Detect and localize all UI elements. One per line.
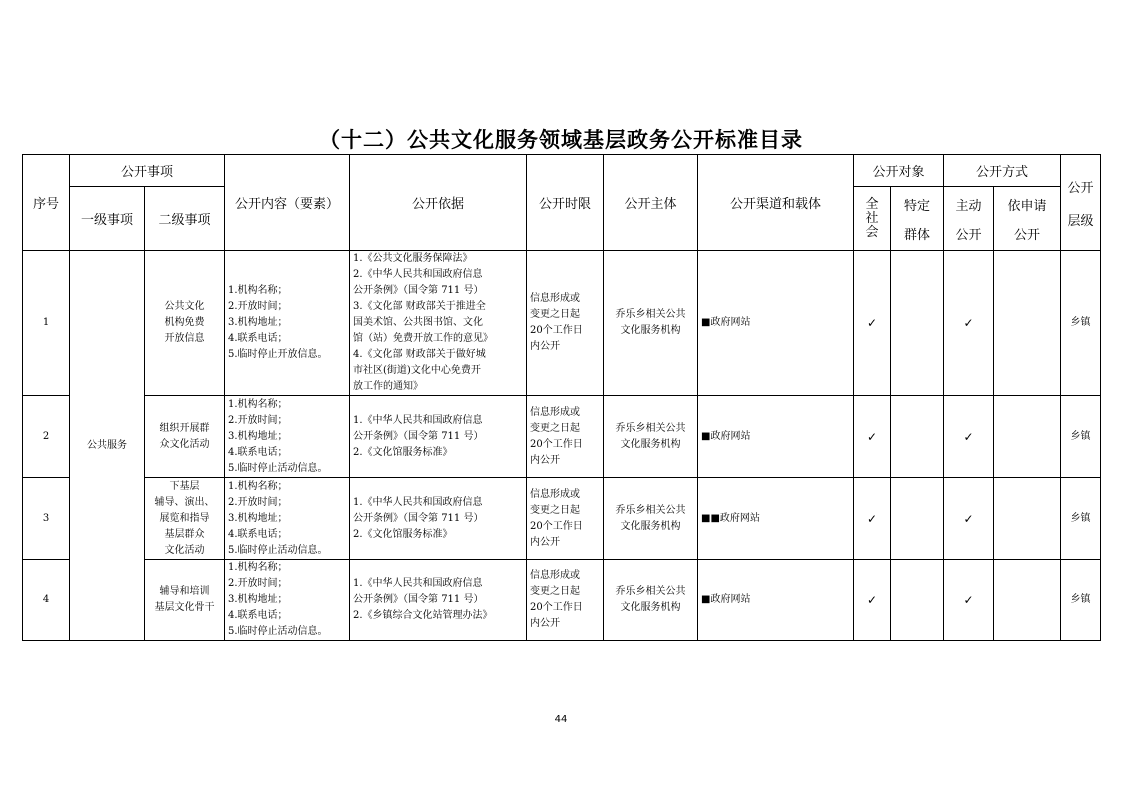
row-content-line: 4.联系电话； bbox=[228, 446, 288, 458]
row-method-active-check: ✓ bbox=[944, 396, 994, 478]
table-row bbox=[23, 251, 1101, 396]
row-time bbox=[527, 396, 604, 478]
row-item bbox=[145, 251, 225, 396]
row-method-active-check: ✓ bbox=[944, 478, 994, 560]
row-subject-line: 文化服务机构 bbox=[620, 325, 681, 336]
row-audience-all-check: ✓ bbox=[854, 396, 891, 478]
header-seq: 序号 bbox=[23, 155, 70, 251]
row-content-line: 4.联系电话； bbox=[228, 333, 288, 344]
row-time-line: 20个工作日 bbox=[530, 325, 583, 336]
row-audience-specific bbox=[891, 251, 944, 396]
row-item-line: 机构免费 bbox=[164, 317, 205, 328]
header-subject: 公开主体 bbox=[604, 155, 698, 251]
row-content-line: 1.机构名称； bbox=[228, 562, 288, 573]
row-subject-line: 文化服务机构 bbox=[620, 438, 681, 450]
row-basis-line: 1.《中华人民共和国政府信息 bbox=[353, 496, 483, 508]
header-level-line: 公开 bbox=[1067, 180, 1094, 196]
row-content bbox=[225, 560, 350, 641]
row-level: 乡镇 bbox=[1061, 396, 1101, 478]
row-subject-line: 文化服务机构 bbox=[620, 602, 681, 613]
row-basis-line: 市社区(街道)文化中心免费开 bbox=[353, 365, 481, 376]
row-subject bbox=[604, 478, 698, 560]
row-seq: 1 bbox=[23, 251, 70, 396]
row-item-line: 辅导、演出、 bbox=[154, 496, 215, 508]
header-level bbox=[1061, 155, 1101, 251]
header-audience-all-char: 社 bbox=[865, 210, 879, 226]
row-seq: 4 bbox=[23, 560, 70, 641]
row-subject-line: 乔乐乡相关公共 bbox=[615, 504, 686, 516]
row-time-line: 变更之日起 bbox=[530, 504, 581, 516]
row-channel: ■■政府网站 bbox=[698, 478, 854, 560]
row-audience-specific bbox=[891, 396, 944, 478]
row-subject bbox=[604, 251, 698, 396]
row-time-line: 变更之日起 bbox=[530, 586, 581, 597]
row-method-request bbox=[994, 251, 1061, 396]
row-seq: 2 bbox=[23, 396, 70, 478]
row-time-line: 信息形成或 bbox=[530, 570, 581, 581]
row-content-line: 2.开放时间； bbox=[228, 301, 288, 312]
row-content bbox=[225, 251, 350, 396]
header-audience-specific-line: 群体 bbox=[904, 227, 931, 243]
row-time-line: 内公开 bbox=[530, 618, 561, 629]
row-audience-specific bbox=[891, 560, 944, 641]
header-channel: 公开渠道和载体 bbox=[698, 155, 854, 251]
header-audience-group: 公开对象 bbox=[854, 155, 944, 187]
row-time-line: 内公开 bbox=[530, 454, 561, 466]
row-level: 乡镇 bbox=[1061, 560, 1101, 641]
header-audience-specific-line: 特定 bbox=[904, 198, 931, 214]
row-subject-line: 乔乐乡相关公共 bbox=[615, 586, 686, 597]
row-subject bbox=[604, 396, 698, 478]
row-basis-line: 3.《文化部 财政部关于推进全 bbox=[353, 301, 486, 312]
row-basis-line: 公开条例》（国令第 711 号） bbox=[353, 430, 484, 442]
header-basis: 公开依据 bbox=[350, 155, 527, 251]
table-row bbox=[23, 396, 1101, 478]
header-level1: 一级事项 bbox=[70, 187, 145, 251]
row-time-line: 信息形成或 bbox=[530, 488, 581, 500]
row-basis-line: 1.《中华人民共和国政府信息 bbox=[353, 414, 483, 426]
row-basis-line: 2.《中华人民共和国政府信息 bbox=[353, 269, 483, 280]
header-method-request-line: 公开 bbox=[1014, 227, 1041, 243]
row-channel: ■政府网站 bbox=[698, 396, 854, 478]
header-level2: 二级事项 bbox=[145, 187, 225, 251]
row-content-line: 3.机构地址； bbox=[228, 594, 288, 605]
row-method-request bbox=[994, 396, 1061, 478]
row-time-line: 20个工作日 bbox=[530, 602, 583, 613]
row-time bbox=[527, 251, 604, 396]
row-content-line: 1.机构名称； bbox=[228, 285, 288, 296]
row-basis bbox=[350, 478, 527, 560]
header-method-group: 公开方式 bbox=[944, 155, 1061, 187]
row-item-line: 开放信息 bbox=[164, 333, 205, 344]
row-item-line: 辅导和培训 bbox=[159, 586, 210, 597]
page-title: （十二）公共文化服务领域基层政务公开标准目录 bbox=[319, 127, 803, 152]
header-audience-all-char: 会 bbox=[865, 224, 879, 240]
row-time-line: 内公开 bbox=[530, 341, 561, 352]
header-time-limit: 公开时限 bbox=[527, 155, 604, 251]
disclosure-table bbox=[22, 154, 1101, 641]
row-item-line: 文化活动 bbox=[164, 544, 205, 556]
row-content-line: 5.临时停止活动信息。 bbox=[228, 626, 328, 637]
row-audience-specific bbox=[891, 478, 944, 560]
row-item-line: 下基层 bbox=[169, 480, 200, 492]
row-basis-line: 国美术馆、公共图书馆、文化 bbox=[353, 317, 484, 328]
row-content-line: 2.开放时间； bbox=[228, 496, 288, 508]
row-basis-line: 公开条例》（国令第 711 号） bbox=[353, 285, 484, 296]
row-basis bbox=[350, 396, 527, 478]
row-basis-line: 2.《文化馆服务标准》 bbox=[353, 446, 453, 458]
row-audience-all-check: ✓ bbox=[854, 251, 891, 396]
row-time bbox=[527, 478, 604, 560]
header-content: 公开内容（要素） bbox=[225, 155, 350, 251]
row-subject-line: 乔乐乡相关公共 bbox=[615, 309, 686, 320]
header-method-active-line: 主动 bbox=[955, 198, 982, 214]
header-audience-all-char: 全 bbox=[865, 196, 879, 212]
row-item bbox=[145, 396, 225, 478]
row-content-line: 1.机构名称； bbox=[228, 398, 288, 410]
row-time-line: 20个工作日 bbox=[530, 438, 583, 450]
row-basis-line: 4.《文化部 财政部关于做好城 bbox=[353, 349, 486, 360]
row-basis-line: 2.《文化馆服务标准》 bbox=[353, 528, 453, 540]
row-basis-line: 2.《乡镇综合文化站管理办法》 bbox=[353, 610, 493, 621]
row-content-line: 5.临时停止开放信息。 bbox=[228, 349, 328, 360]
row-method-active-check: ✓ bbox=[944, 560, 994, 641]
header-audience-all bbox=[854, 187, 891, 251]
row-time-line: 20个工作日 bbox=[530, 520, 583, 532]
row-time-line: 内公开 bbox=[530, 536, 561, 548]
row-content-line: 1.机构名称； bbox=[228, 480, 288, 492]
row-time-line: 信息形成或 bbox=[530, 293, 581, 304]
header-items-group: 公开事项 bbox=[70, 155, 225, 187]
row-method-active-check: ✓ bbox=[944, 251, 994, 396]
row-item-line: 基层群众 bbox=[164, 528, 205, 540]
header-audience-specific bbox=[891, 187, 944, 251]
row-time bbox=[527, 560, 604, 641]
row-channel: ■政府网站 bbox=[698, 251, 854, 396]
row-basis-line: 1.《公共文化服务保障法》 bbox=[353, 253, 473, 264]
row-basis-line: 1.《中华人民共和国政府信息 bbox=[353, 578, 483, 589]
row-method-request bbox=[994, 560, 1061, 641]
row-content-line: 5.临时停止活动信息。 bbox=[228, 544, 328, 556]
row-item-line: 展览和指导 bbox=[159, 512, 210, 524]
row-basis bbox=[350, 560, 527, 641]
row-content bbox=[225, 478, 350, 560]
table-row bbox=[23, 560, 1101, 641]
row-content-line: 4.联系电话； bbox=[228, 610, 288, 621]
header-method-active-line: 公开 bbox=[955, 227, 982, 243]
row-basis-line: 公开条例》（国令第 711 号） bbox=[353, 512, 484, 524]
row-audience-all-check: ✓ bbox=[854, 478, 891, 560]
row-content-line: 2.开放时间； bbox=[228, 414, 288, 426]
row-item-line: 公共文化 bbox=[164, 301, 205, 312]
row-subject-line: 乔乐乡相关公共 bbox=[615, 422, 686, 434]
row-content-line: 2.开放时间； bbox=[228, 578, 288, 589]
row-content-line: 4.联系电话； bbox=[228, 528, 288, 540]
table-row bbox=[23, 478, 1101, 560]
header-level-line: 层级 bbox=[1067, 213, 1094, 229]
row-level: 乡镇 bbox=[1061, 478, 1101, 560]
row-basis-line: 公开条例》（国令第 711 号） bbox=[353, 594, 484, 605]
row-basis-line: 馆（站）免费开放工作的意见》 bbox=[353, 333, 494, 344]
header-method-active bbox=[944, 187, 994, 251]
row-content-line: 5.临时停止活动信息。 bbox=[228, 462, 328, 474]
row-level: 乡镇 bbox=[1061, 251, 1101, 396]
row-item-line: 众文化活动 bbox=[159, 438, 210, 450]
row-channel: ■政府网站 bbox=[698, 560, 854, 641]
row-item bbox=[145, 478, 225, 560]
row-audience-all-check: ✓ bbox=[854, 560, 891, 641]
row-item-line: 基层文化骨干 bbox=[154, 602, 215, 613]
row-content-line: 3.机构地址； bbox=[228, 317, 288, 328]
row-basis bbox=[350, 251, 527, 396]
row-subject bbox=[604, 560, 698, 641]
row-item bbox=[145, 560, 225, 641]
row-content-line: 3.机构地址； bbox=[228, 430, 288, 442]
row-category: 公共服务 bbox=[70, 251, 145, 641]
row-seq: 3 bbox=[23, 478, 70, 560]
row-time-line: 变更之日起 bbox=[530, 422, 581, 434]
row-content bbox=[225, 396, 350, 478]
page-number: 44 bbox=[554, 714, 568, 725]
row-method-request bbox=[994, 478, 1061, 560]
row-subject-line: 文化服务机构 bbox=[620, 520, 681, 532]
header-method-request bbox=[994, 187, 1061, 251]
row-basis-line: 放工作的通知》 bbox=[353, 381, 424, 392]
header-method-request-line: 依申请 bbox=[1007, 198, 1047, 214]
row-item-line: 组织开展群 bbox=[159, 422, 210, 434]
row-time-line: 变更之日起 bbox=[530, 309, 581, 320]
row-content-line: 3.机构地址； bbox=[228, 512, 288, 524]
row-time-line: 信息形成或 bbox=[530, 406, 581, 418]
